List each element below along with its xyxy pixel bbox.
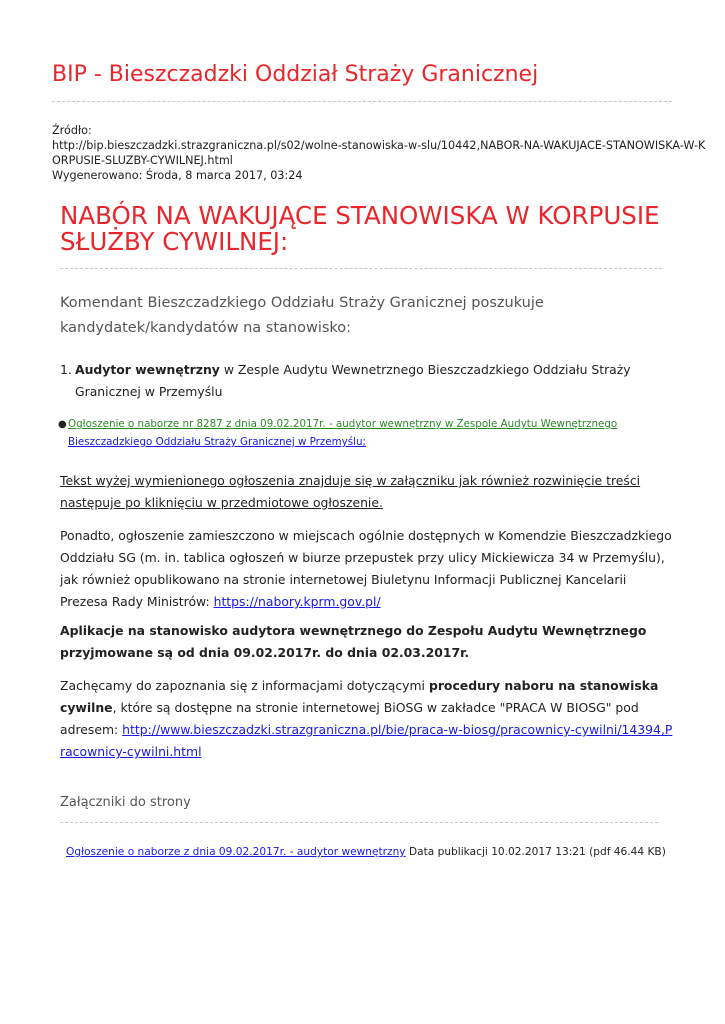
procedure-info bbox=[60, 675, 675, 763]
header-divider bbox=[52, 101, 672, 102]
attachment-link[interactable]: Ogłoszenie o naborze z dnia 09.02.2017r. - audytor wewnętrzny bbox=[66, 846, 406, 858]
bullet-dot-icon: ● bbox=[58, 419, 67, 430]
source-info bbox=[52, 123, 706, 183]
procedure-text-bold: procedury naboru na stanowiska cywilne bbox=[60, 678, 659, 715]
list-item bbox=[75, 359, 680, 403]
procedure-text-before: Zachęcamy do zapoznania się z informacjami dotyczącymi bbox=[60, 678, 429, 693]
kprm-link[interactable]: https://nabory.kprm.gov.pl/ bbox=[213, 594, 381, 609]
position-list bbox=[60, 359, 680, 403]
list-number: 1. bbox=[60, 362, 72, 377]
generated-date: Wygenerowano: Środa, 8 marca 2017, 03:24 bbox=[52, 169, 303, 182]
position-name: Audytor wewnętrzny bbox=[75, 362, 220, 377]
attachment-meta: Data publikacji 10.02.2017 13:21 (pdf 46.44 KB) bbox=[405, 846, 666, 858]
article-title: NABÓR NA WAKUJĄCE STANOWISKA W KORPUSIE SŁUŻBY CYWILNEJ: bbox=[60, 201, 660, 256]
attachment-note: Tekst wyżej wymienionego ogłoszenia znajduje się w załączniku jak również rozwinięcie treści następuje po kliknięciu w przedmiotowe ogłoszenie. bbox=[60, 473, 641, 510]
intro-text: Komendant Bieszczadzkiego Oddziału Straży Granicznej poszukuje kandydatek/kandydatów na stanowisko: bbox=[60, 295, 544, 336]
source-url-line-2: ORPUSIE-SLUZBY-CYWILNEJ.html bbox=[52, 154, 233, 167]
attachments-title: Załączniki do strony bbox=[60, 795, 191, 810]
posting-info bbox=[60, 525, 675, 613]
posting-info-text: Ponadto, ogłoszenie zamieszczono w miejscach ogólnie dostępnych w Komendzie Bieszczadzkiego Oddziału SG (m. in. tablica ogłoszeń w biurze przepustek przy ulicy Mickiewicza 34 w Przemyślu), jak również opublikowano na stronie internetowej Biuletynu Informacji Publicznej Kancelarii Prezesa Rady Ministrów: bbox=[60, 528, 672, 609]
position-description: w Zesple Audytu Wewnetrznego Bieszczadzkiego Oddziału Straży Granicznej w Przemyślu bbox=[75, 362, 631, 399]
source-label: Źródło: bbox=[52, 124, 92, 137]
announcement-link[interactable]: Ogłoszenie o naborze nr 8287 z dnia 09.02.2017r. - audytor wewnętrzny w Zespole Audytu Wewnętrznego bbox=[68, 418, 618, 430]
announcement-link-continued[interactable]: Bieszczadzkiego Oddziału Straży Granicznej w Przemyślu; bbox=[68, 436, 366, 448]
title-divider bbox=[60, 268, 662, 269]
deadline-info: Aplikacje na stanowisko audytora wewnętrznego do Zespołu Audytu Wewnętrznego przyjmowane są od dnia 09.02.2017r. do dnia 02.03.2017r. bbox=[60, 623, 647, 660]
announcement-bullet bbox=[58, 415, 678, 451]
source-url-line-1: http://bip.bieszczadzki.strazgraniczna.pl/s02/wolne-stanowiska-w-slu/10442,NABOR-NA-WAKUJACE-STANOWISKA-W-K bbox=[52, 139, 706, 152]
procedure-text-after: , które są dostępne na stronie internetowej BiOSG w zakładce "PRACA W BIOSG" pod adresem: bbox=[60, 700, 639, 737]
attachments-divider bbox=[60, 822, 658, 823]
attachment-item bbox=[66, 844, 666, 860]
procedure-link[interactable]: http://www.bieszczadzki.strazgraniczna.pl/bie/praca-w-biosg/pracownicy-cywilni/14394,Pracownicy-cywilni.html bbox=[60, 722, 673, 759]
site-title: BIP - Bieszczadzki Oddział Straży Granicznej bbox=[52, 62, 539, 87]
